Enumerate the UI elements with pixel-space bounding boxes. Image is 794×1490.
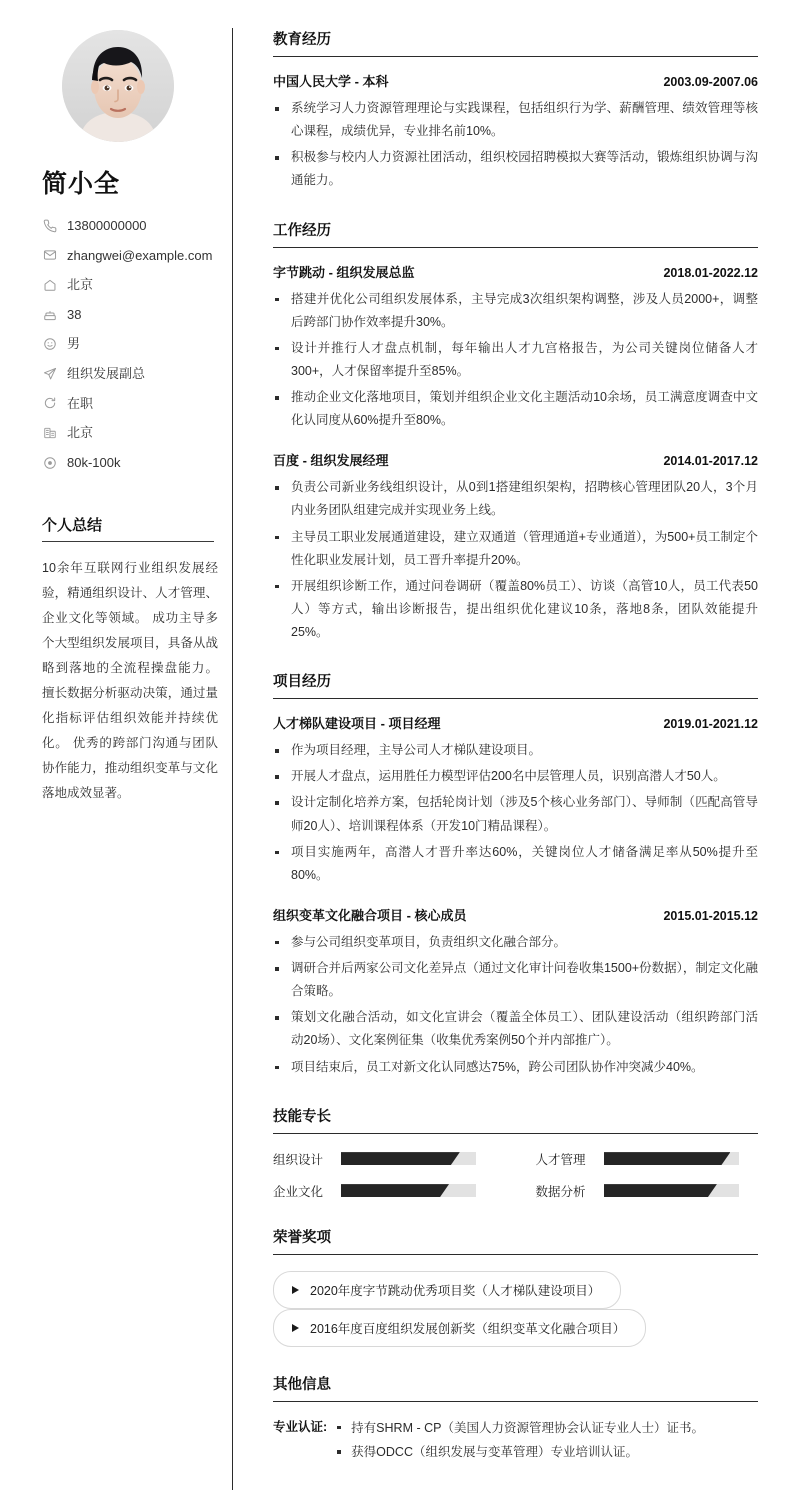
contact-value-phone: 13800000000 (67, 218, 147, 233)
paper-plane-icon (42, 366, 57, 381)
education-entry (273, 71, 758, 193)
bullet-item: 持有SHRM - CP（美国人力资源管理协会认证专业人士）证书。 (331, 1416, 758, 1440)
honors-section (273, 1226, 758, 1347)
skill-progress-fill (341, 1152, 460, 1165)
entry-header (273, 71, 758, 90)
bullet-item: 调研合并后两家公司文化差异点（通过文化审计问卷收集1500+份数据），制定文化融合策略。 (273, 957, 758, 1003)
skill-progress-fill (604, 1184, 717, 1197)
entry-title: 人才梯队建设项目 - 项目经理 (273, 716, 441, 732)
bullet-item: 项目实施两年，高潜人才晋升率达60%，关键岗位人才储备满足率从50%提升至80%。 (273, 841, 758, 887)
entry-header (273, 905, 758, 924)
triangle-right-icon (292, 1286, 299, 1294)
phone-icon (42, 218, 57, 233)
entry-date: 2014.01-2017.12 (663, 454, 758, 469)
skill-row (536, 1182, 759, 1200)
entry-bullets (273, 931, 758, 1079)
personal-summary-section (32, 514, 218, 806)
contact-value-gender: 男 (67, 336, 81, 352)
entry-header (273, 262, 758, 281)
contact-value-salary: 80k-100k (67, 454, 121, 470)
skills-heading: 技能专长 (273, 1105, 758, 1134)
avatar (62, 30, 174, 142)
entry-date: 2003.09-2007.06 (663, 75, 758, 89)
entry-date: 2015.01-2015.12 (663, 908, 758, 923)
personal-summary-text: 10余年互联网行业组织发展经验，精通组织设计、人才管理、企业文化等领域。 成功主导多个大型组织发展项目，具备从战略到落地的全流程操盘能力。 擅长数据分析驱动决策，通过量化指标评估组织效能并持续优化。 优秀的跨部门沟通与团队协作能力，推动组织变革与文化落地成效显著。 (42, 561, 218, 801)
contact-value-city: 北京 (67, 277, 94, 293)
entry-title: 百度 - 组织发展经理 (273, 453, 389, 469)
contact-value-position: 组织发展副总 (67, 365, 146, 381)
other-info-group (273, 1416, 758, 1465)
contact-item-age (42, 307, 204, 323)
skills-section (273, 1105, 758, 1200)
triangle-right-icon (292, 1324, 299, 1332)
entry-date: 2019.01-2021.12 (663, 717, 758, 732)
skill-label: 数据分析 (535, 1184, 586, 1199)
skill-progress-track (604, 1184, 739, 1197)
skill-progress-track (341, 1152, 476, 1165)
skill-progress-fill (341, 1184, 449, 1197)
contact-item-status (42, 396, 204, 412)
refresh-icon (42, 396, 57, 411)
cake-icon (42, 307, 57, 322)
bullet-item: 项目结束后，员工对新文化认同感达75%，跨公司团队协作冲突减少40%。 (273, 1056, 758, 1079)
honor-row (273, 1309, 758, 1347)
bullet-item: 参与公司组织变革项目，负责组织文化融合部分。 (273, 931, 758, 954)
skill-progress-track (604, 1152, 739, 1165)
bullet-item: 获得ODCC（组织发展与变革管理）专业培训认证。 (331, 1440, 758, 1464)
bullet-item: 负责公司新业务线组织设计，从0到1搭建组织架构，招聘核心管理团队20人，3个月内业务团队组建完成并实现业务上线。 (273, 476, 758, 522)
other-info-bullets (331, 1416, 758, 1465)
sidebar (32, 28, 232, 1490)
envelope-icon (42, 248, 57, 263)
personal-summary-heading: 个人总结 (42, 514, 214, 542)
skill-row (536, 1150, 759, 1168)
bullet-item: 推动企业文化落地项目，策划并组织企业文化主题活动10余场，员工满意度调查中文化认同度从60%提升至80%。 (273, 386, 758, 432)
other-info-heading: 其他信息 (273, 1373, 758, 1402)
entry-header (273, 713, 758, 732)
work-experience-section (273, 219, 758, 645)
education-heading: 教育经历 (273, 28, 758, 57)
project-experience-section (273, 670, 758, 1079)
bullet-item: 搭建并优化公司组织发展体系，主导完成3次组织架构调整，涉及人员2000+，调整后跨部门协作效率提升30%。 (273, 288, 758, 334)
bullet-item: 积极参与校内人力资源社团活动，组织校园招聘模拟大赛等活动，锻炼组织协调与沟通能力。 (273, 146, 758, 192)
avatar-wrapper (32, 30, 204, 142)
bullet-item: 系统学习人力资源管理理论与实践课程，包括组织行为学、薪酬管理、绩效管理等核心课程，成绩优异，专业排名前10%。 (273, 97, 758, 143)
bullet-item: 设计并推行人才盘点机制，每年输出人才九宫格报告，为公司关键岗位储备人才300+，人才保留率提升至85%。 (273, 337, 758, 383)
entry-title: 组织变革文化融合项目 - 核心成员 (273, 907, 467, 923)
project-experience-heading: 项目经历 (273, 670, 758, 699)
contact-item-gender (42, 336, 204, 352)
skill-label: 人才管理 (535, 1152, 586, 1167)
skill-label: 组织设计 (273, 1152, 324, 1167)
skills-grid (273, 1148, 758, 1200)
building-icon (42, 425, 57, 440)
bullet-item: 主导员工职业发展通道建设，建立双通道（管理通道+专业通道），为500+员工制定个性化职业发展计划，员工晋升率提升20%。 (273, 526, 758, 572)
honor-row (273, 1271, 758, 1309)
education-section (273, 28, 758, 193)
entry-bullets (273, 288, 758, 433)
bullet-item: 作为项目经理，主导公司人才梯队建设项目。 (273, 739, 758, 762)
other-info-label: 专业认证: (273, 1419, 328, 1434)
other-info-section (273, 1373, 758, 1465)
contact-value-location: 北京 (67, 425, 94, 441)
skill-label: 企业文化 (273, 1184, 324, 1199)
honor-item[interactable] (273, 1309, 646, 1347)
contact-item-phone (42, 218, 204, 234)
contact-value-email: zhangwei@example.com (67, 247, 213, 263)
contact-item-city (42, 277, 204, 293)
bullet-item: 策划文化融合活动，如文化宣讲会（覆盖全体员工）、团队建设活动（组织跨部门活动20场）、文化案例征集（收集优秀案例50个并内部推广）。 (273, 1006, 758, 1052)
skill-progress-track (341, 1184, 476, 1197)
entry-bullets (273, 97, 758, 193)
honor-item[interactable] (273, 1271, 621, 1309)
contact-item-salary (42, 455, 204, 471)
entry-bullets (273, 739, 758, 887)
skill-progress-fill (604, 1152, 731, 1165)
honor-text: 2020年度字节跳动优秀项目奖（人才梯队建设项目） (310, 1283, 601, 1298)
entry-title: 中国人民大学 - 本科 (273, 74, 389, 89)
contact-item-email (42, 247, 213, 264)
bullet-item: 开展组织诊断工作，通过问卷调研（覆盖80%员工）、访谈（高管10人，员工代表50人）等方式，输出诊断报告，提出组织优化建议10条，落地8条，团队效能提升25%。 (273, 575, 758, 644)
main-column (233, 28, 762, 1490)
entry-date: 2018.01-2022.12 (663, 265, 758, 280)
honors-list (273, 1269, 758, 1347)
bullet-item: 开展人才盘点，运用胜任力模型评估200名中层管理人员，识别高潜人才50人。 (273, 765, 758, 788)
skill-row (273, 1182, 496, 1200)
entry-title: 字节跳动 - 组织发展总监 (273, 264, 415, 280)
contact-item-location (42, 425, 204, 441)
home-icon (42, 277, 57, 292)
contact-item-position (42, 366, 204, 382)
contact-value-status: 在职 (67, 395, 94, 411)
contact-list (32, 218, 213, 470)
entry-bullets (273, 476, 758, 644)
work-experience-heading: 工作经历 (273, 219, 758, 248)
bullet-item: 设计定制化培养方案，包括轮岗计划（涉及5个核心业务部门）、导师制（匹配高管导师20人）、培训课程体系（开发10门精品课程）。 (273, 791, 758, 837)
work-entry (273, 450, 758, 644)
entry-header (273, 450, 758, 469)
honors-heading: 荣誉奖项 (273, 1226, 758, 1255)
honor-text: 2016年度百度组织发展创新奖（组织变革文化融合项目） (310, 1321, 626, 1336)
candidate-name: 简小全 (42, 170, 121, 198)
project-entry (273, 905, 758, 1079)
work-entry (273, 262, 758, 433)
project-entry (273, 713, 758, 887)
target-icon (42, 455, 57, 470)
skill-row (273, 1150, 496, 1168)
face-icon (42, 337, 57, 352)
contact-value-age: 38 (67, 306, 82, 322)
